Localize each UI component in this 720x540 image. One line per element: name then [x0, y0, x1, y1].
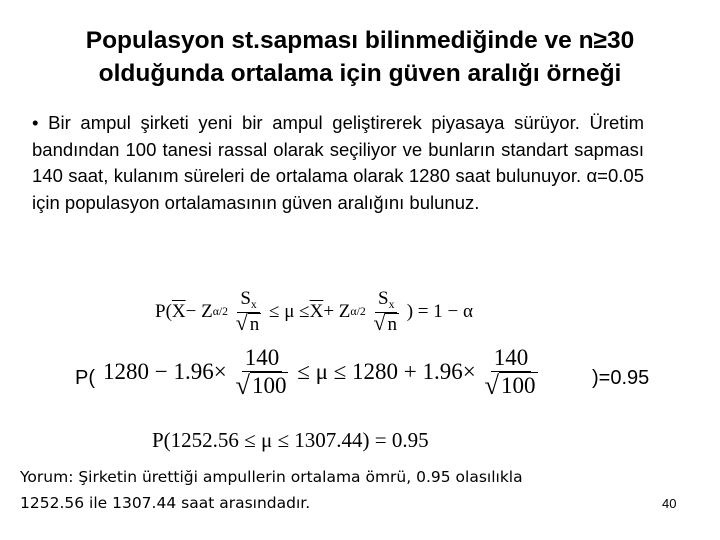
bullet: •: [32, 112, 39, 133]
problem-statement: Bir ampul şirketi yeni bir ampul geliştirerek piyasaya sürüyor. Üretim bandından 100 tanesi rassal olarak seçiliyor ve bunların standart sapması 140 saat, kulanım süreleri de ortalama olarak 1280 saat bulunuyor. α=0.05 için populasyon ortalamasının güven aralığını bulunuz.: [32, 112, 645, 213]
formula2-num-2: 140: [491, 345, 532, 372]
formula1-plus-z: + Z: [323, 301, 351, 323]
formula1-xbar-2: $\overline{X}$: [309, 301, 324, 323]
formula2-prefix: P(: [75, 367, 95, 389]
formula1-alpha-half-2: α/2: [350, 305, 366, 319]
formula2-num-1: 140: [242, 345, 283, 372]
formula1-fraction-1: $S_x$ √ n: [235, 288, 260, 336]
comment-line-2: 1252.56 ile 1307.44 saat arasındadır.: [20, 494, 311, 512]
formula1-n-1: n: [249, 314, 260, 336]
formula1-sx-sub-1: x: [250, 298, 257, 312]
formula1-p-open: P(: [155, 301, 172, 323]
formula1-n-2: n: [387, 314, 397, 336]
title-line-1: Populasyon st.sapması bilinmediğinde ve n≥30: [85, 27, 635, 54]
formula1-fraction-2: $S_x$ √ n: [373, 288, 397, 336]
formula2-suffix: )=0.95: [592, 367, 650, 389]
formula1-xbar: $\overline{X}$: [171, 301, 186, 323]
formula1-close: ) = 1 − α: [406, 301, 473, 323]
formula1-sx-sub-2: x: [388, 298, 395, 312]
interpretation-comment: [20, 464, 660, 516]
title-line-2: olduğunda ortalama için güven aralığı örneği: [98, 60, 622, 87]
formula1-sx-2: S: [378, 288, 389, 309]
formula1-inequality: ≤ μ ≤: [269, 301, 310, 323]
numeric-ci-formula: [103, 345, 541, 399]
formula2-mid: ≤ μ ≤ 1280 + 1.96×: [297, 359, 476, 384]
page-number: 40: [662, 496, 677, 511]
formula2-fraction-2: 140 √ 100: [484, 345, 536, 400]
formula2-den-2: 100: [501, 373, 536, 398]
formula1-alpha-half-1: α/2: [212, 305, 229, 319]
formula2-den-1: 100: [251, 373, 287, 398]
formula1-sx-1: S: [240, 288, 251, 309]
comment-line-1: Yorum: Şirketin ürettiği ampullerin ortalama ömrü, 0.95 olasılıkla: [20, 468, 523, 486]
general-ci-formula: [155, 288, 473, 336]
slide-title: [30, 24, 690, 90]
formula1-minus-z: − Z: [185, 301, 213, 323]
formula2-left-val: 1280 − 1.96×: [103, 359, 227, 384]
problem-text: [32, 110, 644, 216]
formula2-fraction-1: 140 √ 100: [235, 345, 287, 400]
result-formula: P(1252.56 ≤ μ ≤ 1307.44) = 0.95: [152, 428, 429, 452]
